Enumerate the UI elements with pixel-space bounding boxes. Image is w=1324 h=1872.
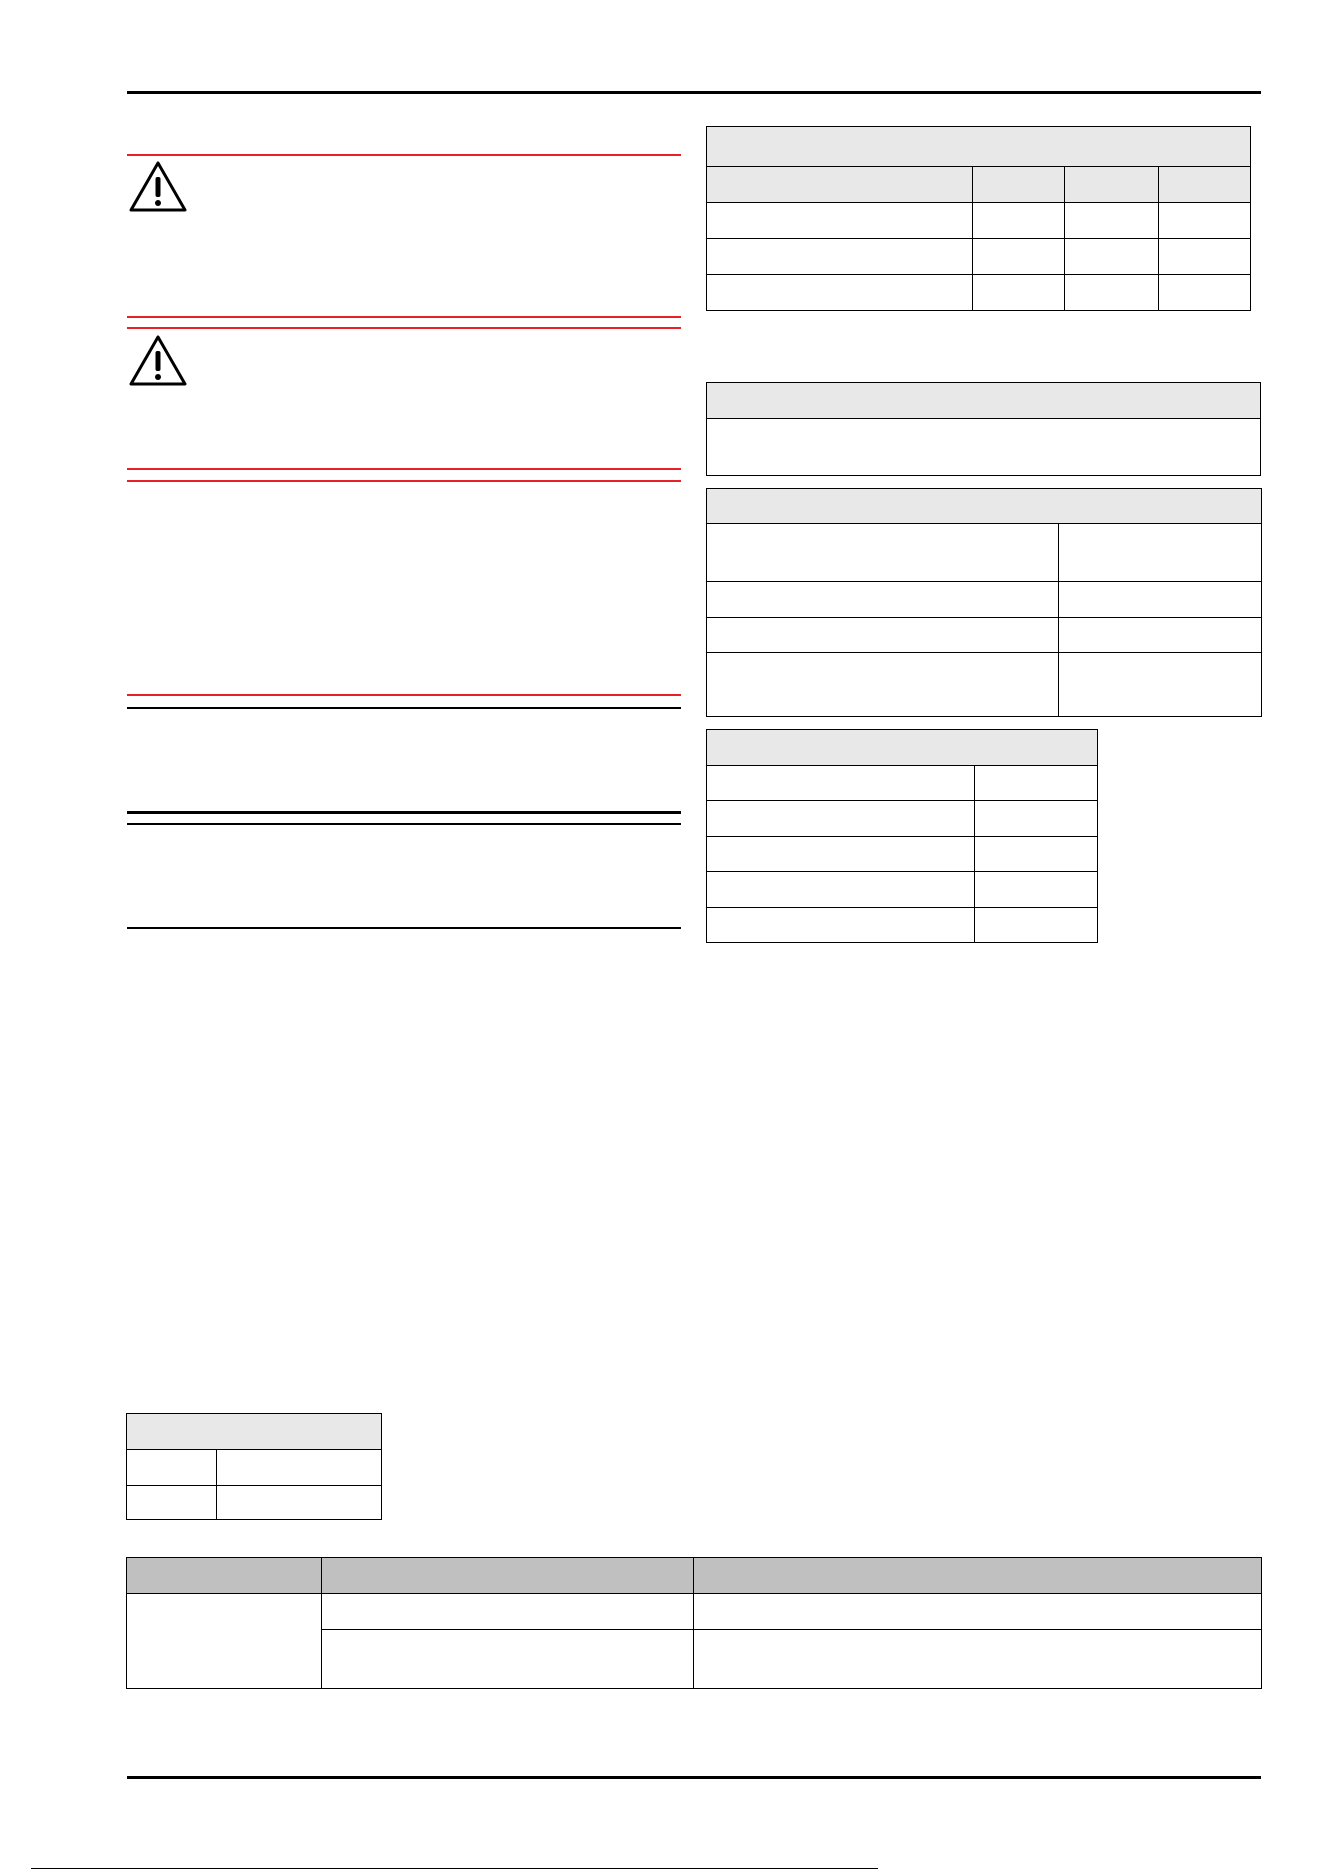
table-cell — [127, 1594, 322, 1689]
spec-table — [706, 126, 1251, 311]
table-cell — [975, 872, 1098, 908]
table-cell — [1065, 275, 1159, 311]
table-cell — [707, 203, 973, 239]
table-cell — [975, 801, 1098, 837]
table-cell — [694, 1630, 1262, 1689]
table-cell — [127, 1450, 217, 1486]
caution-rule-top — [127, 480, 681, 482]
table-cell — [322, 1594, 694, 1630]
table-cell — [1159, 203, 1251, 239]
table-title-cell — [707, 383, 1261, 419]
info-table — [706, 382, 1261, 476]
header-cell — [322, 1558, 694, 1594]
table-cell — [973, 239, 1065, 275]
warning-rule-top — [127, 327, 681, 329]
table-cell — [1059, 582, 1262, 618]
table-cell — [1059, 524, 1262, 582]
table-cell — [1065, 203, 1159, 239]
table-cell — [975, 908, 1098, 943]
table-title-cell — [707, 489, 1262, 524]
table-cell — [1059, 653, 1262, 717]
table-cell — [973, 203, 1065, 239]
small-table — [126, 1413, 382, 1520]
table-cell — [1159, 275, 1251, 311]
footnote-rule — [31, 1868, 878, 1869]
table-cell — [975, 837, 1098, 872]
table-title-cell — [707, 127, 1251, 167]
note-rule-top — [127, 823, 681, 825]
warning-triangle-icon — [128, 160, 188, 214]
caution-rule-bottom — [127, 694, 681, 696]
table-cell — [973, 275, 1065, 311]
top-rule — [127, 91, 1261, 94]
header-cell — [973, 167, 1065, 203]
wide-table — [126, 1557, 1262, 1689]
table-cell — [707, 653, 1059, 717]
table-cell — [217, 1486, 382, 1520]
table-cell — [707, 524, 1059, 582]
table-cell — [1059, 618, 1262, 653]
table-cell — [694, 1594, 1262, 1630]
warning-triangle-icon — [128, 334, 188, 388]
settings-table — [706, 488, 1262, 717]
table-cell — [707, 239, 973, 275]
table-cell — [217, 1450, 382, 1486]
warning-rule-bottom — [127, 468, 681, 470]
table-title-cell — [707, 730, 1098, 766]
header-cell — [694, 1558, 1262, 1594]
table-cell — [707, 419, 1261, 476]
table-cell — [1159, 239, 1251, 275]
table-cell — [127, 1486, 217, 1520]
table-title-cell — [127, 1414, 382, 1450]
table-cell — [707, 801, 975, 837]
header-cell — [707, 167, 973, 203]
table-cell — [707, 837, 975, 872]
note-rule-bottom — [127, 811, 681, 814]
warning-rule-bottom — [127, 316, 681, 318]
table-cell — [322, 1630, 694, 1689]
table-cell — [707, 275, 973, 311]
table-cell — [707, 766, 975, 801]
values-table — [706, 729, 1098, 943]
table-cell — [707, 582, 1059, 618]
header-cell — [127, 1558, 322, 1594]
table-cell — [975, 766, 1098, 801]
table-cell — [707, 908, 975, 943]
header-cell — [1065, 167, 1159, 203]
note-rule-top — [127, 707, 681, 709]
table-cell — [707, 872, 975, 908]
note-rule-bottom — [127, 927, 681, 929]
table-cell — [707, 618, 1059, 653]
table-cell — [1065, 239, 1159, 275]
header-cell — [1159, 167, 1251, 203]
warning-rule-top — [127, 154, 681, 156]
bottom-rule — [127, 1776, 1261, 1779]
